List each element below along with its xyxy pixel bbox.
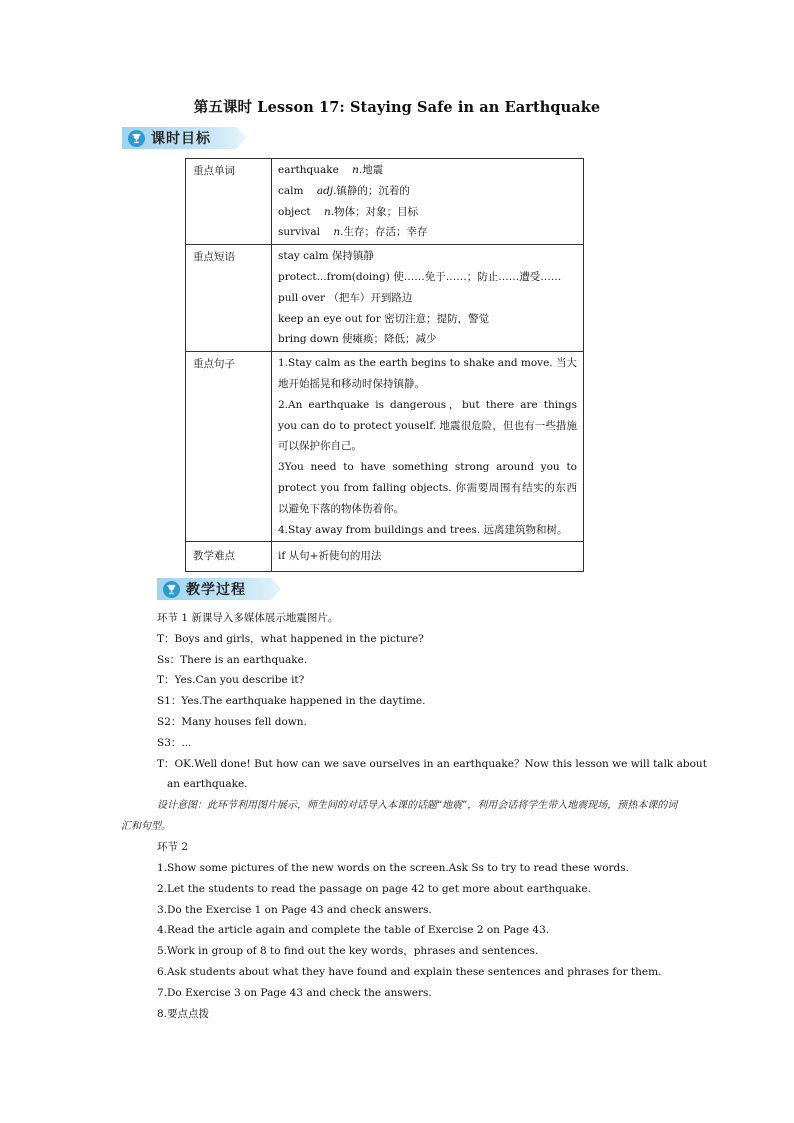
process-line: T：OK.Well done! But how can we save ourselves in an earthquake？Now this lesson we will talk about: [157, 757, 707, 770]
step2-line: 2.Let the students to read the passage on page 42 to get more about earthquake.: [157, 882, 591, 895]
phrase-line: stay calm 保持镇静: [278, 250, 374, 263]
step2-line: 7.Do Exercise 3 on Page 43 and check the answers.: [157, 986, 432, 999]
step2-line: 6.Ask students about what they have found and explain these sentences and phrases for them.: [157, 965, 662, 978]
section-title-process: 教学过程: [186, 582, 246, 598]
phrase-line: protect...from(doing) 使……免于……；防止……遭受……: [278, 270, 562, 283]
sentence-item: 1.Stay calm as the earth begins to shake and move. 当大地开始摇晃和移动时保持镇静。: [278, 357, 577, 390]
goals-table: [185, 158, 584, 572]
design-note: 设计意图：此环节利用图片展示，师生间的对话导入本课的话题“地震”，利用会话将学生带入地震现场，预热本课的词汇和句型。: [121, 800, 678, 833]
key-phrases-cell: [272, 245, 584, 352]
section-banner-goals: [122, 127, 211, 149]
table-row: [186, 159, 584, 245]
key-sentences-cell: [272, 352, 584, 542]
phrase-line: pull over （把车）开到路边: [278, 291, 413, 304]
process-line: 环节 1 新课导入多媒体展示地震图片。: [157, 612, 339, 624]
row-head: 重点单词: [186, 159, 272, 245]
table-row: [186, 245, 584, 352]
trophy-icon: [163, 581, 180, 598]
step2-line: 3.Do the Exercise 1 on Page 43 and check answers.: [157, 903, 432, 916]
word-line: calm adj.镇静的；沉着的: [278, 184, 410, 197]
key-words-cell: [272, 159, 584, 245]
trophy-icon: [128, 130, 145, 147]
sentence-item: 3You need to have something strong around you to protect you from falling objects. 你需要周围有结实的东西以避免下落的物体伤着你。: [278, 461, 577, 515]
sentence-item: 4.Stay away from buildings and trees. 远离建筑物和树。: [278, 523, 568, 536]
page-title: 第五课时 Lesson 17: Staying Safe in an Earthquake: [193, 99, 601, 116]
step2-line: 4.Read the article again and complete the table of Exercise 2 on Page 43.: [157, 924, 550, 937]
process-line: S1：Yes.The earthquake happened in the daytime.: [157, 695, 426, 708]
process-line: S2：Many houses fell down.: [157, 715, 307, 728]
row-head: 重点句子: [186, 352, 272, 542]
phrase-line: keep an eye out for 密切注意；提防，警觉: [278, 312, 490, 325]
phrase-line: bring down 使瘫痪；降低；减少: [278, 333, 437, 346]
word-line: survival n.生存；存活；幸存: [278, 226, 428, 239]
row-head: 教学难点: [186, 542, 272, 572]
step2-line: 环节 2: [157, 841, 189, 854]
process-line: T：Yes.Can you describe it?: [157, 674, 305, 687]
row-head: 重点短语: [186, 245, 272, 352]
process-body: [121, 608, 707, 1024]
table-row: [186, 352, 584, 542]
difficulty-line: if 从句+祈使句的用法: [278, 550, 382, 563]
process-line: T：Boys and girls，what happened in the picture?: [157, 632, 424, 645]
process-line: Ss：There is an earthquake.: [157, 653, 308, 666]
difficulty-cell: [272, 542, 584, 572]
step2-line: 8.要点点拨: [157, 1007, 210, 1020]
table-row: [186, 542, 584, 572]
word-line: earthquake n.地震: [278, 164, 384, 176]
step2-line: 1.Show some pictures of the new words on the screen.Ask Ss to try to read these words.: [157, 861, 629, 874]
process-line: an earthquake.: [167, 778, 248, 791]
word-line: object n.物体；对象；目标: [278, 205, 419, 218]
section-banner-process: [157, 578, 246, 600]
step2-line: 5.Work in group of 8 to find out the key words，phrases and sentences.: [157, 945, 539, 958]
sentence-item: 2.An earthquake is dangerous，but there are things you can do to protect youself. 地震很危险，但也有一些措施可以保护你自己。: [278, 398, 577, 453]
process-line: S3：...: [157, 736, 192, 749]
section-title-goals: 课时目标: [151, 131, 211, 147]
